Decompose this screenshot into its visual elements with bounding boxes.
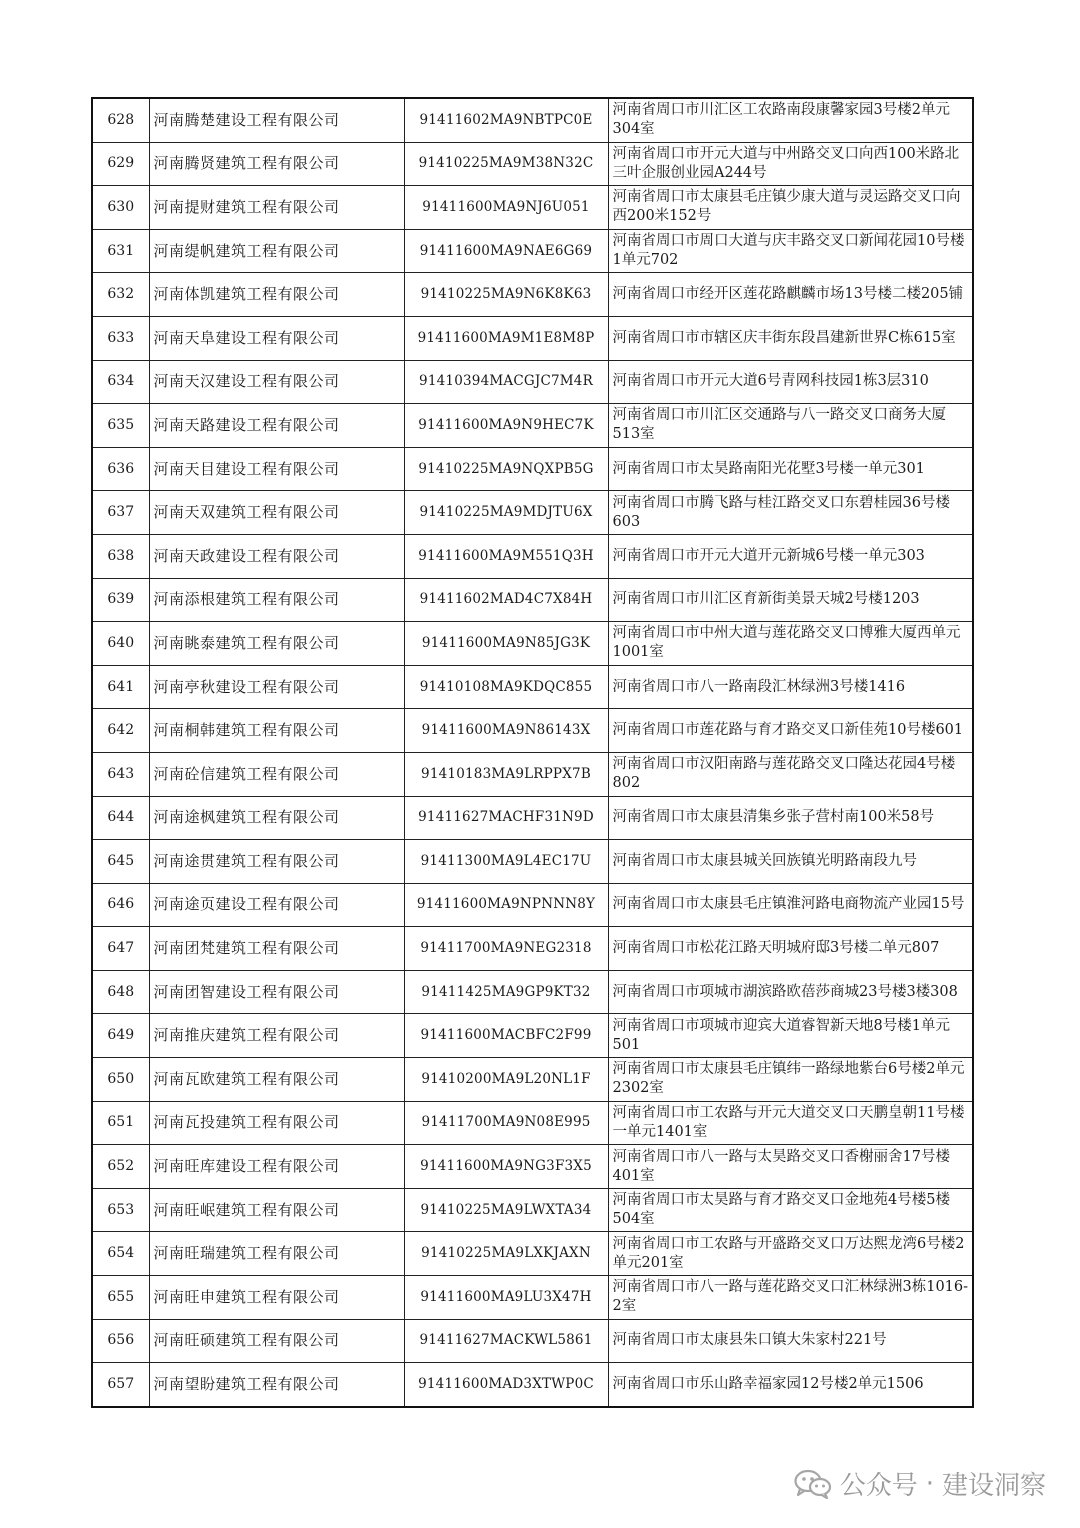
company-address: 河南省周口市太昊路南阳光花墅3号楼一单元301 bbox=[608, 447, 973, 491]
row-number: 639 bbox=[92, 578, 149, 622]
row-number: 631 bbox=[92, 229, 149, 273]
credit-code: 91411600MA9NAE6G69 bbox=[404, 229, 608, 273]
credit-code: 91411600MACBFC2F99 bbox=[404, 1014, 608, 1058]
credit-code: 91411627MACKWL5861 bbox=[404, 1319, 608, 1363]
company-address: 河南省周口市太康县城关回族镇光明路南段九号 bbox=[608, 840, 973, 884]
credit-code: 91411425MA9GP9KT32 bbox=[404, 970, 608, 1014]
watermark-prefix: 公众号 bbox=[839, 1471, 918, 1501]
company-name: 河南推庆建筑工程有限公司 bbox=[149, 1014, 404, 1058]
table-row bbox=[92, 1145, 973, 1189]
wechat-icon bbox=[794, 1469, 832, 1499]
company-name: 河南体凯建筑工程有限公司 bbox=[149, 273, 404, 317]
company-address: 河南省周口市汉阳南路与莲花路交叉口隆达花园4号楼802 bbox=[608, 752, 973, 796]
table-row bbox=[92, 98, 973, 142]
company-address: 河南省周口市松花江路天明城府邸3号楼二单元807 bbox=[608, 927, 973, 971]
credit-code: 91411600MA9N85JG3K bbox=[404, 622, 608, 666]
company-name: 河南途枫建筑工程有限公司 bbox=[149, 796, 404, 840]
company-name: 河南砼信建筑工程有限公司 bbox=[149, 752, 404, 796]
credit-code: 91411627MACHF31N9D bbox=[404, 796, 608, 840]
company-name: 河南天路建设工程有限公司 bbox=[149, 404, 404, 448]
credit-code: 91410108MA9KDQC855 bbox=[404, 665, 608, 709]
company-address: 河南省周口市腾飞路与桂江路交叉口东碧桂园36号楼603 bbox=[608, 491, 973, 535]
company-address: 河南省周口市太康县朱口镇大朱家村221号 bbox=[608, 1319, 973, 1363]
company-address: 河南省周口市莲花路与育才路交叉口新佳苑10号楼601 bbox=[608, 709, 973, 753]
wechat-watermark bbox=[794, 1465, 1046, 1502]
credit-code: 91411300MA9L4EC17U bbox=[404, 840, 608, 884]
credit-code: 91410183MA9LRPPX7B bbox=[404, 752, 608, 796]
company-name: 河南提财建筑工程有限公司 bbox=[149, 186, 404, 230]
table-body bbox=[92, 98, 973, 1407]
company-address: 河南省周口市乐山路幸福家园12号楼2单元1506 bbox=[608, 1363, 973, 1407]
company-name: 河南天政建设工程有限公司 bbox=[149, 534, 404, 578]
watermark-separator: · bbox=[925, 1468, 934, 1499]
row-number: 635 bbox=[92, 404, 149, 448]
company-address: 河南省周口市工农路与开盛路交叉口万达熙龙湾6号楼2单元201室 bbox=[608, 1232, 973, 1276]
credit-code: 91410225MA9LWXTA34 bbox=[404, 1188, 608, 1232]
row-number: 653 bbox=[92, 1188, 149, 1232]
credit-code: 91410200MA9L20NL1F bbox=[404, 1058, 608, 1102]
row-number: 655 bbox=[92, 1276, 149, 1320]
company-address: 河南省周口市项城市迎宾大道睿智新天地8号楼1单元501 bbox=[608, 1014, 973, 1058]
company-name: 河南团智建设工程有限公司 bbox=[149, 970, 404, 1014]
row-number: 652 bbox=[92, 1145, 149, 1189]
company-name: 河南腾贤建筑工程有限公司 bbox=[149, 142, 404, 186]
company-name: 河南瓦投建筑工程有限公司 bbox=[149, 1101, 404, 1145]
company-address: 河南省周口市工农路与开元大道交叉口天鹏皇朝11号楼一单元1401室 bbox=[608, 1101, 973, 1145]
row-number: 640 bbox=[92, 622, 149, 666]
company-name: 河南旺瑞建筑工程有限公司 bbox=[149, 1232, 404, 1276]
company-address: 河南省周口市八一路南段汇林绿洲3号楼1416 bbox=[608, 665, 973, 709]
company-name: 河南途贯建筑工程有限公司 bbox=[149, 840, 404, 884]
table-row bbox=[92, 1319, 973, 1363]
table-row bbox=[92, 709, 973, 753]
table-row bbox=[92, 1014, 973, 1058]
credit-code: 91410225MA9M38N32C bbox=[404, 142, 608, 186]
company-name: 河南旺岷建筑工程有限公司 bbox=[149, 1188, 404, 1232]
company-name: 河南途页建设工程有限公司 bbox=[149, 883, 404, 927]
row-number: 634 bbox=[92, 360, 149, 404]
company-name: 河南旺硕建筑工程有限公司 bbox=[149, 1319, 404, 1363]
company-name: 河南旺库建设工程有限公司 bbox=[149, 1145, 404, 1189]
table-row bbox=[92, 752, 973, 796]
credit-code: 91411600MA9N86143X bbox=[404, 709, 608, 753]
row-number: 628 bbox=[92, 98, 149, 142]
table-row bbox=[92, 142, 973, 186]
table-row bbox=[92, 578, 973, 622]
company-name: 河南眺泰建筑工程有限公司 bbox=[149, 622, 404, 666]
row-number: 636 bbox=[92, 447, 149, 491]
row-number: 650 bbox=[92, 1058, 149, 1102]
company-address: 河南省周口市周口大道与庆丰路交叉口新闻花园10号楼1单元702 bbox=[608, 229, 973, 273]
credit-code: 91411700MA9NEG2318 bbox=[404, 927, 608, 971]
company-address: 河南省周口市中州大道与莲花路交叉口博雅大厦西单元1001室 bbox=[608, 622, 973, 666]
table-row bbox=[92, 1276, 973, 1320]
company-name: 河南桐韩建筑工程有限公司 bbox=[149, 709, 404, 753]
row-number: 638 bbox=[92, 534, 149, 578]
table-row bbox=[92, 883, 973, 927]
row-number: 632 bbox=[92, 273, 149, 317]
row-number: 644 bbox=[92, 796, 149, 840]
credit-code: 91410225MA9NQXPB5G bbox=[404, 447, 608, 491]
table-row bbox=[92, 622, 973, 666]
row-number: 646 bbox=[92, 883, 149, 927]
company-name: 河南腾楚建设工程有限公司 bbox=[149, 98, 404, 142]
table-row bbox=[92, 404, 973, 448]
table-row bbox=[92, 970, 973, 1014]
row-number: 633 bbox=[92, 316, 149, 360]
row-number: 648 bbox=[92, 970, 149, 1014]
row-number: 657 bbox=[92, 1363, 149, 1407]
credit-code: 91411600MAD3XTWP0C bbox=[404, 1363, 608, 1407]
company-address: 河南省周口市太康县毛庄镇纬一路绿地紫台6号楼2单元2302室 bbox=[608, 1058, 973, 1102]
row-number: 630 bbox=[92, 186, 149, 230]
company-address: 河南省周口市川汇区交通路与八一路交叉口商务大厦513室 bbox=[608, 404, 973, 448]
table-row bbox=[92, 491, 973, 535]
company-name: 河南缇帆建筑工程有限公司 bbox=[149, 229, 404, 273]
row-number: 654 bbox=[92, 1232, 149, 1276]
company-name: 河南天目建设工程有限公司 bbox=[149, 447, 404, 491]
table-row bbox=[92, 1232, 973, 1276]
credit-code: 91410225MA9LXKJAXN bbox=[404, 1232, 608, 1276]
table-row bbox=[92, 273, 973, 317]
table-row bbox=[92, 360, 973, 404]
credit-code: 91411600MA9N9HEC7K bbox=[404, 404, 608, 448]
table-row bbox=[92, 229, 973, 273]
credit-code: 91411600MA9NG3F3X5 bbox=[404, 1145, 608, 1189]
credit-code: 91410225MA9N6K8K63 bbox=[404, 273, 608, 317]
table-row bbox=[92, 1101, 973, 1145]
company-list-table bbox=[91, 97, 974, 1408]
credit-code: 91411700MA9N08E995 bbox=[404, 1101, 608, 1145]
table-row bbox=[92, 927, 973, 971]
table-row bbox=[92, 447, 973, 491]
company-address: 河南省周口市开元大道开元新城6号楼一单元303 bbox=[608, 534, 973, 578]
credit-code: 91411600MA9M1E8M8P bbox=[404, 316, 608, 360]
table-row bbox=[92, 534, 973, 578]
table-row bbox=[92, 796, 973, 840]
company-address: 河南省周口市太昊路与育才路交叉口金地苑4号楼5楼504室 bbox=[608, 1188, 973, 1232]
row-number: 651 bbox=[92, 1101, 149, 1145]
row-number: 645 bbox=[92, 840, 149, 884]
company-address: 河南省周口市开元大道与中州路交叉口向西100米路北三叶企服创业园A244号 bbox=[608, 142, 973, 186]
credit-code: 91410225MA9MDJTU6X bbox=[404, 491, 608, 535]
row-number: 656 bbox=[92, 1319, 149, 1363]
company-name: 河南团梵建筑工程有限公司 bbox=[149, 927, 404, 971]
company-address: 河南省周口市太康县清集乡张子营村南100米58号 bbox=[608, 796, 973, 840]
credit-code: 91411602MAD4C7X84H bbox=[404, 578, 608, 622]
company-address: 河南省周口市开元大道6号青网科技园1栋3层310 bbox=[608, 360, 973, 404]
company-name: 河南天阜建设工程有限公司 bbox=[149, 316, 404, 360]
row-number: 649 bbox=[92, 1014, 149, 1058]
company-address: 河南省周口市川汇区工农路南段康馨家园3号楼2单元304室 bbox=[608, 98, 973, 142]
table-row bbox=[92, 316, 973, 360]
company-address: 河南省周口市太康县毛庄镇少康大道与灵运路交叉口向西200米152号 bbox=[608, 186, 973, 230]
company-address: 河南省周口市市辖区庆丰街东段昌建新世界C栋615室 bbox=[608, 316, 973, 360]
table-row bbox=[92, 665, 973, 709]
company-name: 河南天双建筑工程有限公司 bbox=[149, 491, 404, 535]
row-number: 643 bbox=[92, 752, 149, 796]
company-address: 河南省周口市八一路与太昊路交叉口香榭丽舍17号楼401室 bbox=[608, 1145, 973, 1189]
company-name: 河南添根建筑工程有限公司 bbox=[149, 578, 404, 622]
company-name: 河南旺申建筑工程有限公司 bbox=[149, 1276, 404, 1320]
row-number: 642 bbox=[92, 709, 149, 753]
table-row bbox=[92, 186, 973, 230]
company-address: 河南省周口市川汇区育新街美景天城2号楼1203 bbox=[608, 578, 973, 622]
table-row bbox=[92, 1058, 973, 1102]
credit-code: 91411600MA9NPNNN8Y bbox=[404, 883, 608, 927]
company-name: 河南天汉建设工程有限公司 bbox=[149, 360, 404, 404]
company-name: 河南瓦欧建筑工程有限公司 bbox=[149, 1058, 404, 1102]
table-row bbox=[92, 840, 973, 884]
row-number: 641 bbox=[92, 665, 149, 709]
row-number: 647 bbox=[92, 927, 149, 971]
company-name: 河南望盼建筑工程有限公司 bbox=[149, 1363, 404, 1407]
company-name: 河南亭秋建设工程有限公司 bbox=[149, 665, 404, 709]
credit-code: 91411600MA9M551Q3H bbox=[404, 534, 608, 578]
company-address: 河南省周口市项城市湖滨路欧蓓莎商城23号楼3楼308 bbox=[608, 970, 973, 1014]
row-number: 637 bbox=[92, 491, 149, 535]
credit-code: 91411602MA9NBTPC0E bbox=[404, 98, 608, 142]
company-address: 河南省周口市太康县毛庄镇淮河路电商物流产业园15号 bbox=[608, 883, 973, 927]
watermark-account: 建设洞察 bbox=[941, 1471, 1046, 1501]
company-address: 河南省周口市经开区莲花路麒麟市场13号楼二楼205铺 bbox=[608, 273, 973, 317]
credit-code: 91410394MACGJC7M4R bbox=[404, 360, 608, 404]
row-number: 629 bbox=[92, 142, 149, 186]
credit-code: 91411600MA9NJ6U051 bbox=[404, 186, 608, 230]
table-row bbox=[92, 1188, 973, 1232]
company-address: 河南省周口市八一路与莲花路交叉口汇林绿洲3栋1016-2室 bbox=[608, 1276, 973, 1320]
credit-code: 91411600MA9LU3X47H bbox=[404, 1276, 608, 1320]
table-row bbox=[92, 1363, 973, 1407]
